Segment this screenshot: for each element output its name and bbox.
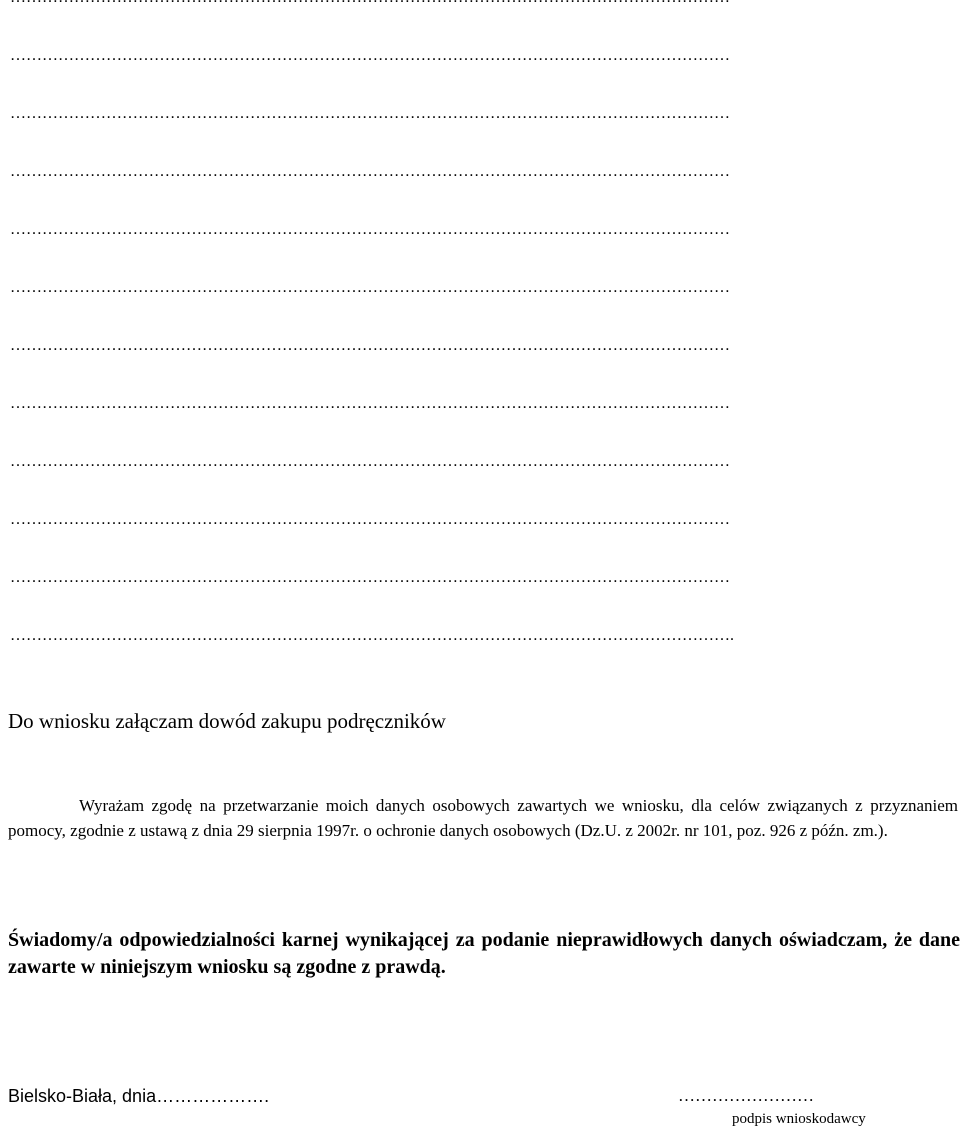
dotted-line[interactable]: ……………………………………………………………………………………………………………………… (10, 395, 730, 412)
dotted-line[interactable]: ……………………………………………………………………………………………………………………… (10, 453, 730, 470)
dotted-line[interactable]: ……………………………………………………………………………………………………………………… (10, 511, 730, 528)
dotted-line[interactable]: ……………………………………………………………………………………………………………………… (10, 221, 730, 238)
signature-label: podpis wnioskodawcy (732, 1111, 866, 1127)
signature-field[interactable]: …………………… (678, 1086, 814, 1105)
dotted-line[interactable]: ……………………………………………………………………………………………………………………… (10, 47, 730, 64)
dotted-line[interactable]: ……………………………………………………………………………………………………………………… (10, 337, 730, 354)
data-processing-consent: Wyrażam zgodę na przetwarzanie moich danych osobowych zawartych we wniosku, dla celów związanych z przyznaniem pomocy, zgodnie z ustawą z dnia 29 sierpnia 1997r. o ochronie danych osobowych (Dz.U. z 2002r. nr 101, poz. 926 z późn. zm.). (8, 796, 958, 840)
dotted-line[interactable]: ……………………………………………………………………………………………………………………… (10, 569, 730, 586)
criminal-liability-declaration: Świadomy/a odpowiedzialności karnej wynikającej za podanie nieprawidłowych danych oświadczam, że dane zawarte w niniejszym wniosku są zgodne z prawdą. (8, 929, 960, 978)
dotted-line[interactable] (10, 0, 730, 8)
place-date-field[interactable]: Bielsko-Biała, dnia………………. (8, 1086, 270, 1106)
dotted-line[interactable]: ……………………………………………………………………………………………………………………… (10, 105, 730, 122)
dotted-line-last[interactable]: ………………………………………………………………………………………………………………………. (10, 627, 734, 644)
dotted-line[interactable]: ……………………………………………………………………………………………………………………… (10, 279, 730, 296)
dotted-line[interactable]: ……………………………………………………………………………………………………………………… (10, 163, 730, 180)
attachment-statement: Do wniosku załączam dowód zakupu podręczników (8, 709, 446, 733)
